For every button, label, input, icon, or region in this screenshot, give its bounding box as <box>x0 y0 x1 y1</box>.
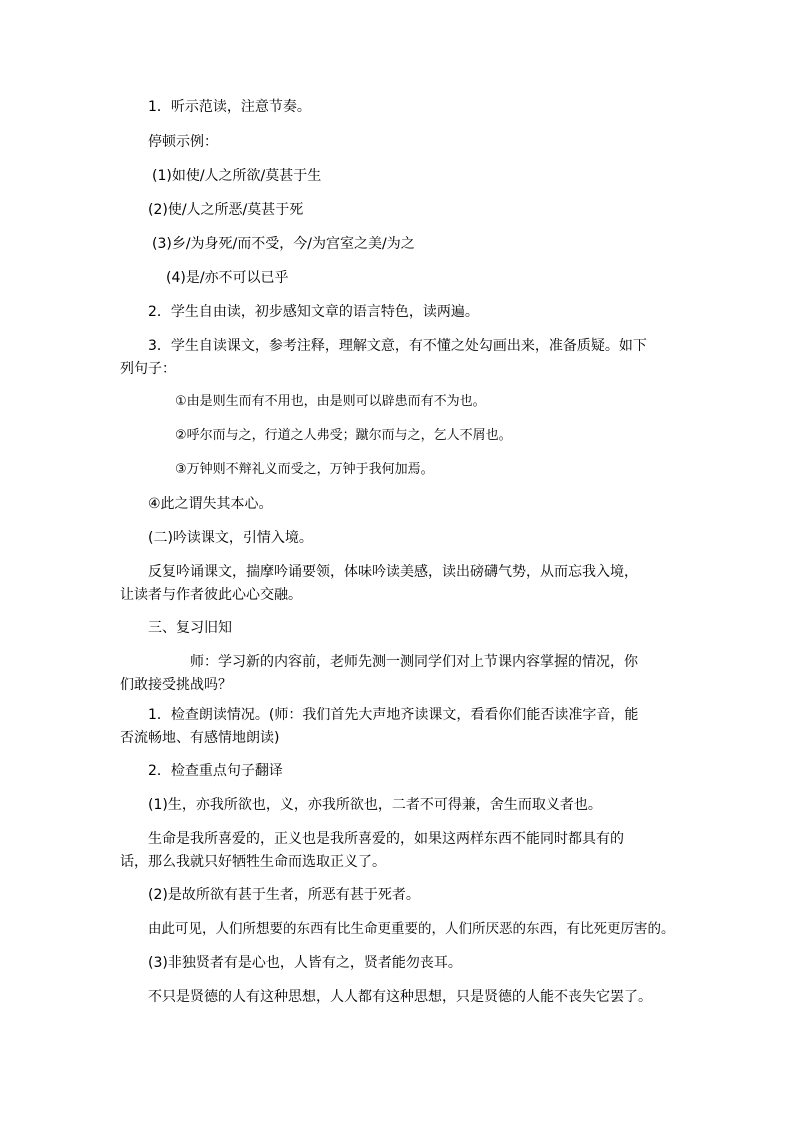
section-heading-review: 三、复习旧知 <box>148 620 232 636</box>
paragraph-11: ③万钟则不辩礼义而受之，万钟于我何加焉。 <box>175 462 434 477</box>
paragraph-16: 师：学习新的内容前，老师先测一测同学们对上节课内容掌握的情况，你们敢接受挑战吗？ <box>120 654 638 693</box>
paragraph-18: 2．检查重点句子翻译 <box>148 763 283 779</box>
paragraph-7: 2．学生自由读，初步感知文章的语言特色，读两遍。 <box>148 304 479 320</box>
paragraph-5: (3)乡/为身死/而不受，今/为宫室之美/为之 <box>152 236 415 252</box>
paragraph-22: 由此可见，人们所想要的东西有比生命更重要的，人们所厌恶的东西，有比死更厉害的。 <box>148 921 675 937</box>
paragraph-9: ①由是则生而有不用也，由是则可以辟患而有不为也。 <box>175 394 486 409</box>
paragraph-21: (2)是故所欲有甚于生者，所恶有甚于死者。 <box>148 887 420 903</box>
paragraph-3: (1)如使/人之所欲/莫甚于生 <box>152 168 322 184</box>
paragraph-10: ②呼尔而与之，行道之人弗受；蹴尔而与之，乞人不屑也。 <box>175 428 512 443</box>
paragraph-13: (二)吟读课文，引情入境。 <box>148 530 313 546</box>
paragraph-8: 3．学生自读课文，参考注释，理解文意，有不懂之处勾画出来，准备质疑。如下列句子： <box>120 338 647 377</box>
paragraph-1: 1．听示范读，注意节奏。 <box>148 99 311 115</box>
paragraph-12: ④此之谓失其本心。 <box>148 496 273 512</box>
paragraph-20: 生命是我所喜爱的，正义也是我所喜爱的，如果这两样东西不能同时都具有的话，那么我就只好牺牲生命而选取正义了。 <box>120 831 624 870</box>
paragraph-4: (2)使/人之所恶/莫甚于死 <box>148 202 304 218</box>
paragraph-23: (3)非独贤者有是心也，人皆有之，贤者能勿丧耳。 <box>148 955 462 971</box>
paragraph-24: 不只是贤德的人有这种思想，人人都有这种思想，只是贤德的人能不丧失它罢了。 <box>148 989 652 1005</box>
paragraph-14: 反复吟诵课文，揣摩吟诵要领，体味吟读美感，读出磅礴气势，从而忘我入境，让读者与作者彼此心心交融。 <box>120 564 638 603</box>
paragraph-6: (4)是/亦不可以已乎 <box>166 270 289 286</box>
paragraph-19: (1)生，亦我所欲也，义，亦我所欲也，二者不可得兼，舍生而取义者也。 <box>148 797 602 813</box>
paragraph-17: 1．检查朗读情况。(师：我们首先大声地齐读课文，看看你们能否读准字音，能否流畅地、有感情地朗读) <box>120 707 639 746</box>
paragraph-2: 停顿示例： <box>148 134 218 150</box>
